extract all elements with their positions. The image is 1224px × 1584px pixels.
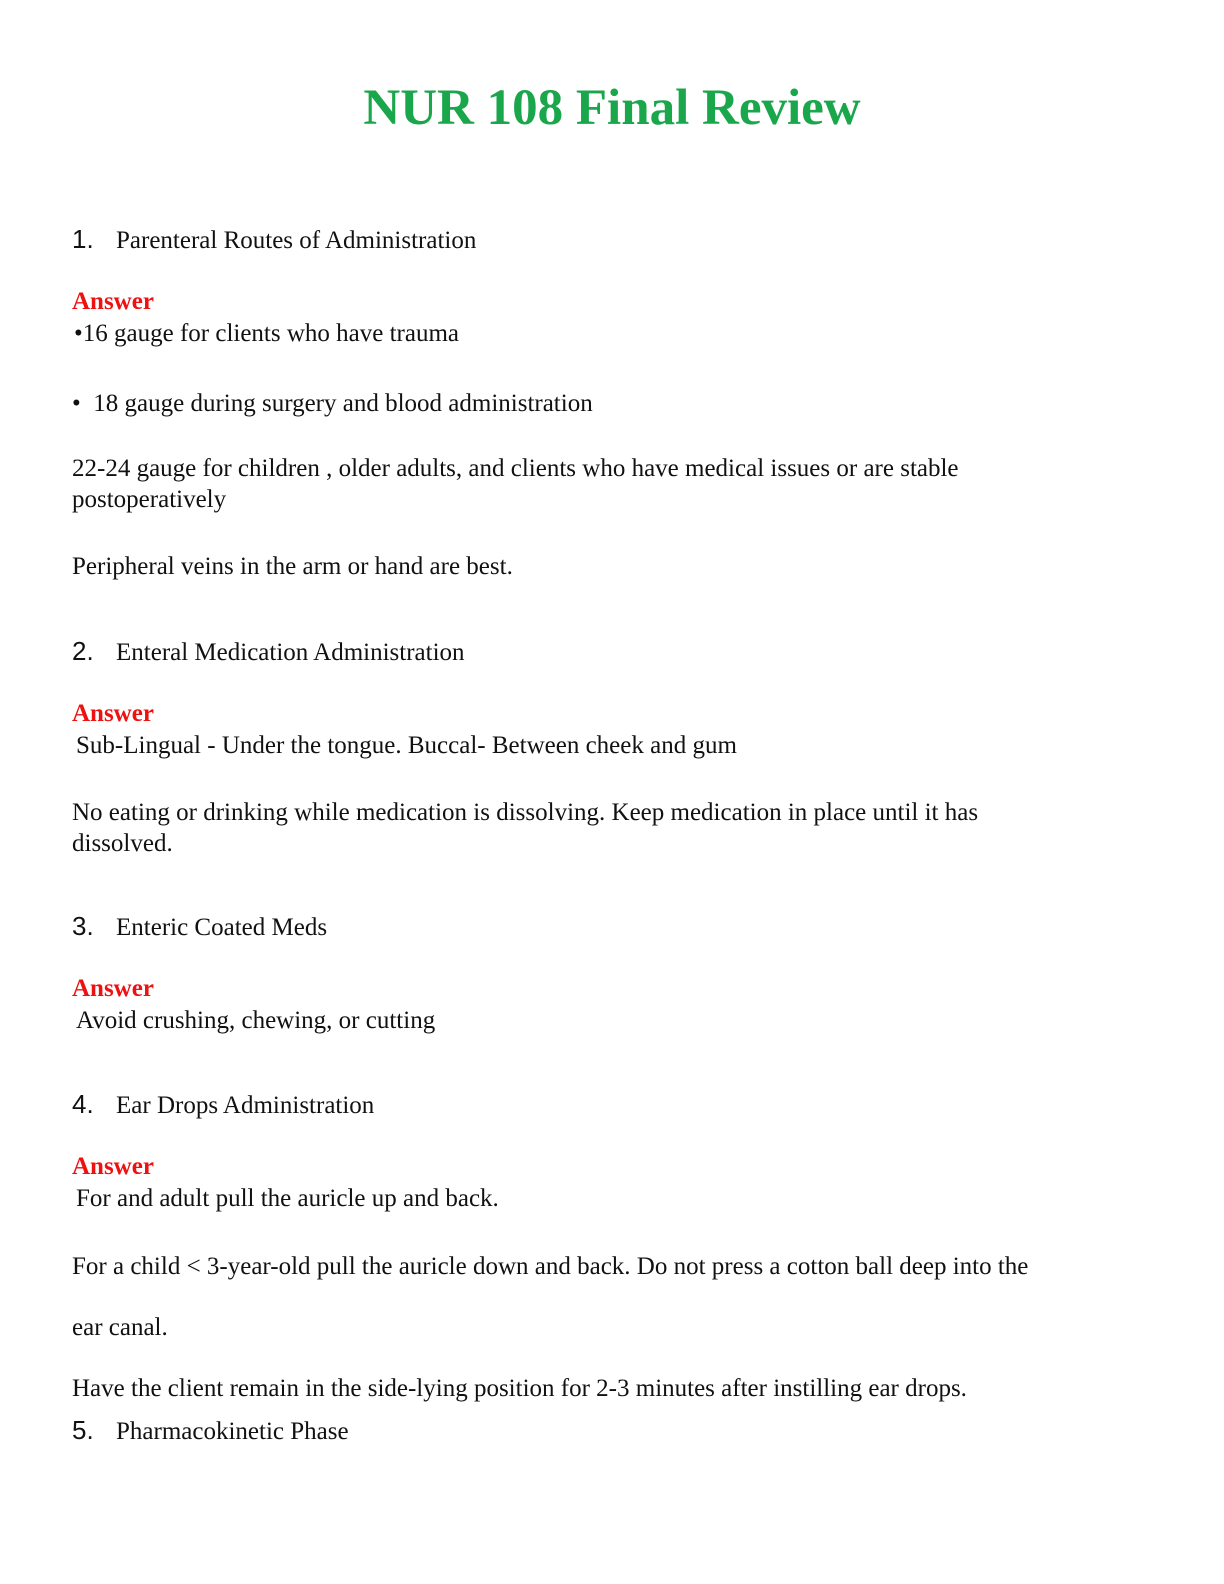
answer-line: Have the client remain in the side-lying position for 2-3 minutes after instilling ear drops. bbox=[72, 1375, 967, 1402]
answer-line: • 18 gauge during surgery and blood administration bbox=[72, 390, 593, 417]
answer-line: Avoid crushing, chewing, or cutting bbox=[76, 1007, 436, 1034]
question-number: 4. bbox=[72, 1089, 94, 1119]
answer-line: For and adult pull the auricle up and back. bbox=[76, 1185, 499, 1212]
question-heading-text: Enteral Medication Administration bbox=[116, 639, 465, 666]
answer-line: Sub-Lingual - Under the tongue. Buccal- Between cheek and gum bbox=[76, 732, 737, 759]
question-number: 2. bbox=[72, 636, 94, 666]
question-4-heading bbox=[72, 1089, 374, 1121]
question-number: 1. bbox=[72, 224, 94, 254]
question-number: 5. bbox=[72, 1415, 94, 1445]
answer-label: Answer bbox=[72, 975, 154, 1002]
answer-line: ear canal. bbox=[72, 1314, 168, 1341]
question-1-heading bbox=[72, 224, 476, 256]
question-3-heading bbox=[72, 911, 327, 943]
question-5-heading bbox=[72, 1415, 349, 1447]
answer-line: For a child < 3-year-old pull the auricle down and back. Do not press a cotton ball deep into the bbox=[72, 1253, 1029, 1280]
question-2-heading bbox=[72, 636, 465, 668]
answer-label: Answer bbox=[72, 1153, 154, 1180]
question-heading-text: Pharmacokinetic Phase bbox=[116, 1418, 349, 1445]
answer-paragraph: No eating or drinking while medication is dissolving. Keep medication in place until it has dissolved. bbox=[72, 799, 979, 857]
answer-label: Answer bbox=[72, 700, 154, 727]
question-heading-text: Enteric Coated Meds bbox=[116, 914, 328, 941]
answer-label: Answer bbox=[72, 288, 154, 315]
answer-line: Peripheral veins in the arm or hand are best. bbox=[72, 553, 513, 580]
question-heading-text: Parenteral Routes of Administration bbox=[116, 227, 477, 254]
answer-line: •16 gauge for clients who have trauma bbox=[74, 320, 460, 347]
answer-paragraph: 22-24 gauge for children , older adults, and clients who have medical issues or are stable postoperatively bbox=[72, 455, 959, 513]
question-heading-text: Ear Drops Administration bbox=[116, 1092, 375, 1119]
question-number: 3. bbox=[72, 911, 94, 941]
page-title: NUR 108 Final Review bbox=[363, 80, 861, 136]
